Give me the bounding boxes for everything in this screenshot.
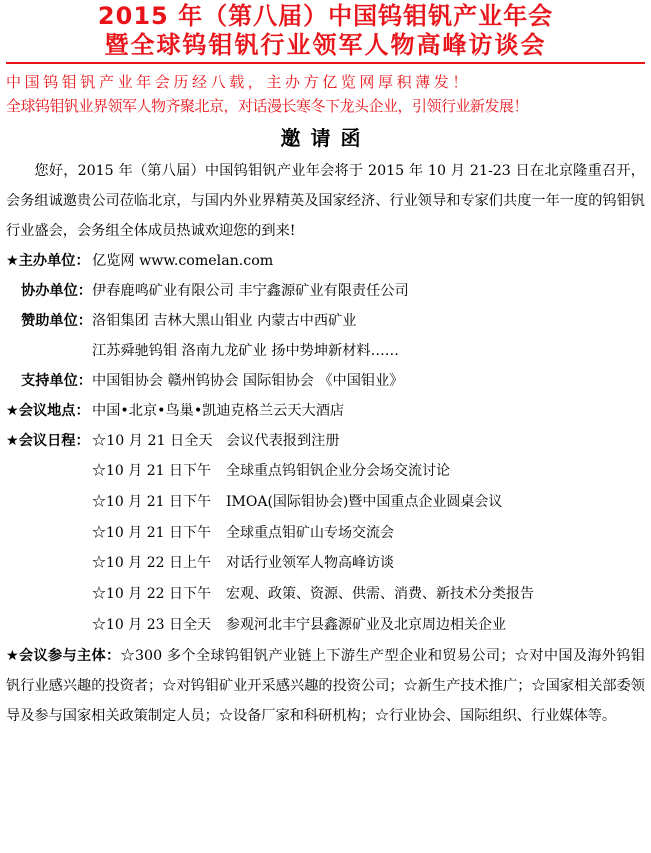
schedule-item [6, 579, 645, 610]
schedule-time: ☆10 月 21 日下午 [92, 524, 211, 541]
schedule-time: ☆10 月 22 日上午 [92, 555, 211, 572]
schedule-time: ☆10 月 22 日下午 [92, 586, 211, 603]
conference-title-line2: 暨全球钨钼钒行业领军人物高峰访谈会 [104, 31, 547, 59]
schedule-event: 会议代表报到注册 [226, 433, 340, 449]
schedule-event: IMOA(国际钼协会)暨中国重点企业圆桌会议 [226, 493, 503, 510]
schedule-event: 对话行业领军人物高峰访谈 [226, 555, 394, 572]
schedule-label: ★会议日程： [6, 433, 90, 449]
host-label: ★主办单位： [6, 253, 90, 269]
support-label: 支持单位： [21, 373, 92, 389]
slogan-line1: 中国钨钼钒产业年会历经八载，主办方亿览网厚积薄发！ [6, 73, 472, 91]
schedule-event: 全球重点钨钼钒企业分会场交流讨论 [226, 463, 450, 479]
schedule-item [6, 548, 645, 579]
schedule-time: ☆10 月 21 日下午 [92, 463, 211, 479]
sponsor-row-2 [6, 336, 645, 366]
sponsor-row [6, 306, 645, 336]
venue-label: ★会议地点： [6, 403, 90, 419]
sponsor-value-2: 江苏舜驰钨钼 洛南九龙矿业 扬中势坤新材料…… [92, 343, 399, 359]
invitation-title: 邀请函 [280, 126, 371, 150]
schedule-item [6, 456, 645, 487]
conference-title-line1: 2015 年（第八届）中国钨钼钒产业年会 [97, 2, 554, 30]
schedule-item [6, 518, 645, 549]
venue-value: 中国•北京•鸟巢•凯迪克格兰云天大酒店 [92, 403, 345, 419]
participants-paragraph [6, 641, 645, 731]
schedule-event: 宏观、政策、资源、供需、消费、新技术分类报告 [226, 586, 534, 603]
schedule-time: ☆10 月 21 日下午 [92, 493, 211, 510]
host-row [6, 246, 645, 276]
participants-text: ☆300 多个全球钨钼钒产业链上下游生产型企业和贸易公司；☆对中国及海外钨钼钒行业感兴趣的投资者；☆对钨钼矿业开采感兴趣的投资公司；☆新生产技术推广；☆国家相关部委领导及参与国家相关政策制定人员；☆设备厂家和科研机构；☆行业协会、国际组织、行业媒体等。 [6, 647, 645, 724]
schedule-list [6, 456, 645, 641]
title-divider [6, 62, 645, 64]
schedule-time: ☆10 月 21 日全天 [92, 433, 213, 449]
schedule-event: 参观河北丰宁县鑫源矿业及北京周边相关企业 [226, 616, 506, 633]
schedule-time: ☆10 月 23 日全天 [92, 616, 211, 633]
sponsor-value-1: 洛钼集团 吉林大黑山钼业 内蒙古中西矿业 [92, 313, 357, 329]
support-row [6, 366, 645, 396]
participants-label: ★会议参与主体： [6, 647, 121, 664]
schedule-first [92, 426, 645, 456]
invitation-intro: 您好，2015 年（第八届）中国钨钼钒产业年会将于 2015 年 10 月 21-23 日在北京隆重召开，会务组诚邀贵公司莅临北京，与国内外业界精英及国家经济、行业领导和专家们共度一年一度的钨钼钒行业盛会，会务组全体成员热诚欢迎您的到来! [6, 163, 645, 239]
schedule-event: 全球重点钼矿山专场交流会 [226, 524, 394, 541]
slogan-line2: 全球钨钼钒业界领军人物齐聚北京，对话漫长寒冬下龙头企业，引领行业新发展！ [6, 97, 529, 115]
support-value: 中国钼协会 赣州钨协会 国际钼协会 《中国钼业》 [92, 373, 404, 389]
co-organizer-value: 伊春鹿鸣矿业有限公司 丰宁鑫源矿业有限责任公司 [92, 283, 409, 299]
sponsor-label: 赞助单位： [21, 313, 92, 329]
co-organizer-row [6, 276, 645, 306]
venue-row [6, 396, 645, 426]
schedule-item [6, 610, 645, 641]
schedule-row [6, 426, 645, 456]
schedule-item [6, 487, 645, 518]
co-organizer-label: 协办单位： [21, 283, 92, 299]
host-value: 亿览网 www.comelan.com [92, 253, 274, 269]
